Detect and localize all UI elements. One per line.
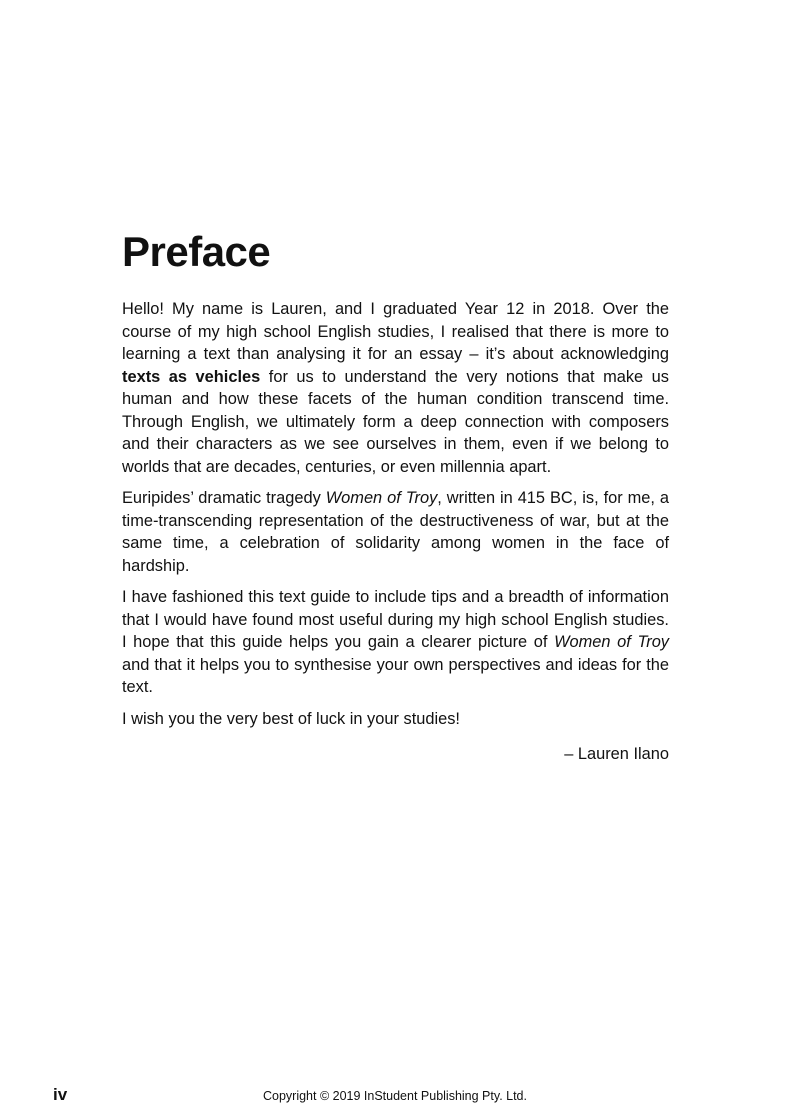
paragraph-closing [122,708,669,731]
paragraph-guide [122,586,669,699]
page-title: Preface [122,228,271,275]
paragraph-text: Euripides’ dramatic tragedy [122,489,326,507]
paragraph-text: for us to understand the very notions that make us human and how these facets of the human condition transcend time. Through English, we ultimately form a deep connection with composers and their characters as we see ourselves in them, even if we belong to worlds that are decades, centuries, or even millennia apart. [122,367,669,476]
paragraph-text: , written in 415 BC, is, for me, a time-transcending representation of the destructiveness of war, but at the same time, a celebration of solidarity among women in the face of hardship. [122,489,670,575]
paragraph-text: Hello! My name is Lauren, and I graduated Year 12 in 2018. Over the course of my high school English studies, I realised that there is more to learning a text than analysing it for an essay – it’s about acknowledging [122,300,669,363]
paragraph-text: I wish you the very best of luck in your studies! [122,709,460,728]
book-title-text: Women of Troy [325,489,438,507]
book-title-text: Women of Troy [554,633,670,651]
page-number: iv [53,1085,68,1104]
paragraph-text: I have fashioned this text guide to include tips and a breadth of information that I would have found most useful during my high school English studies. I hope that this guide helps you gain a clearer picture of [122,588,669,651]
author-signature: – Lauren Ilano [564,745,669,763]
copyright-notice: Copyright © 2019 InStudent Publishing Pty. Ltd. [262,1089,527,1103]
paragraph-intro [122,298,669,478]
emphasis-text: texts as vehicles [122,367,261,386]
paragraph-euripides [122,487,669,577]
paragraph-text: and that it helps you to synthesise your own perspectives and ideas for the text. [122,655,669,696]
preface-body [122,298,669,766]
